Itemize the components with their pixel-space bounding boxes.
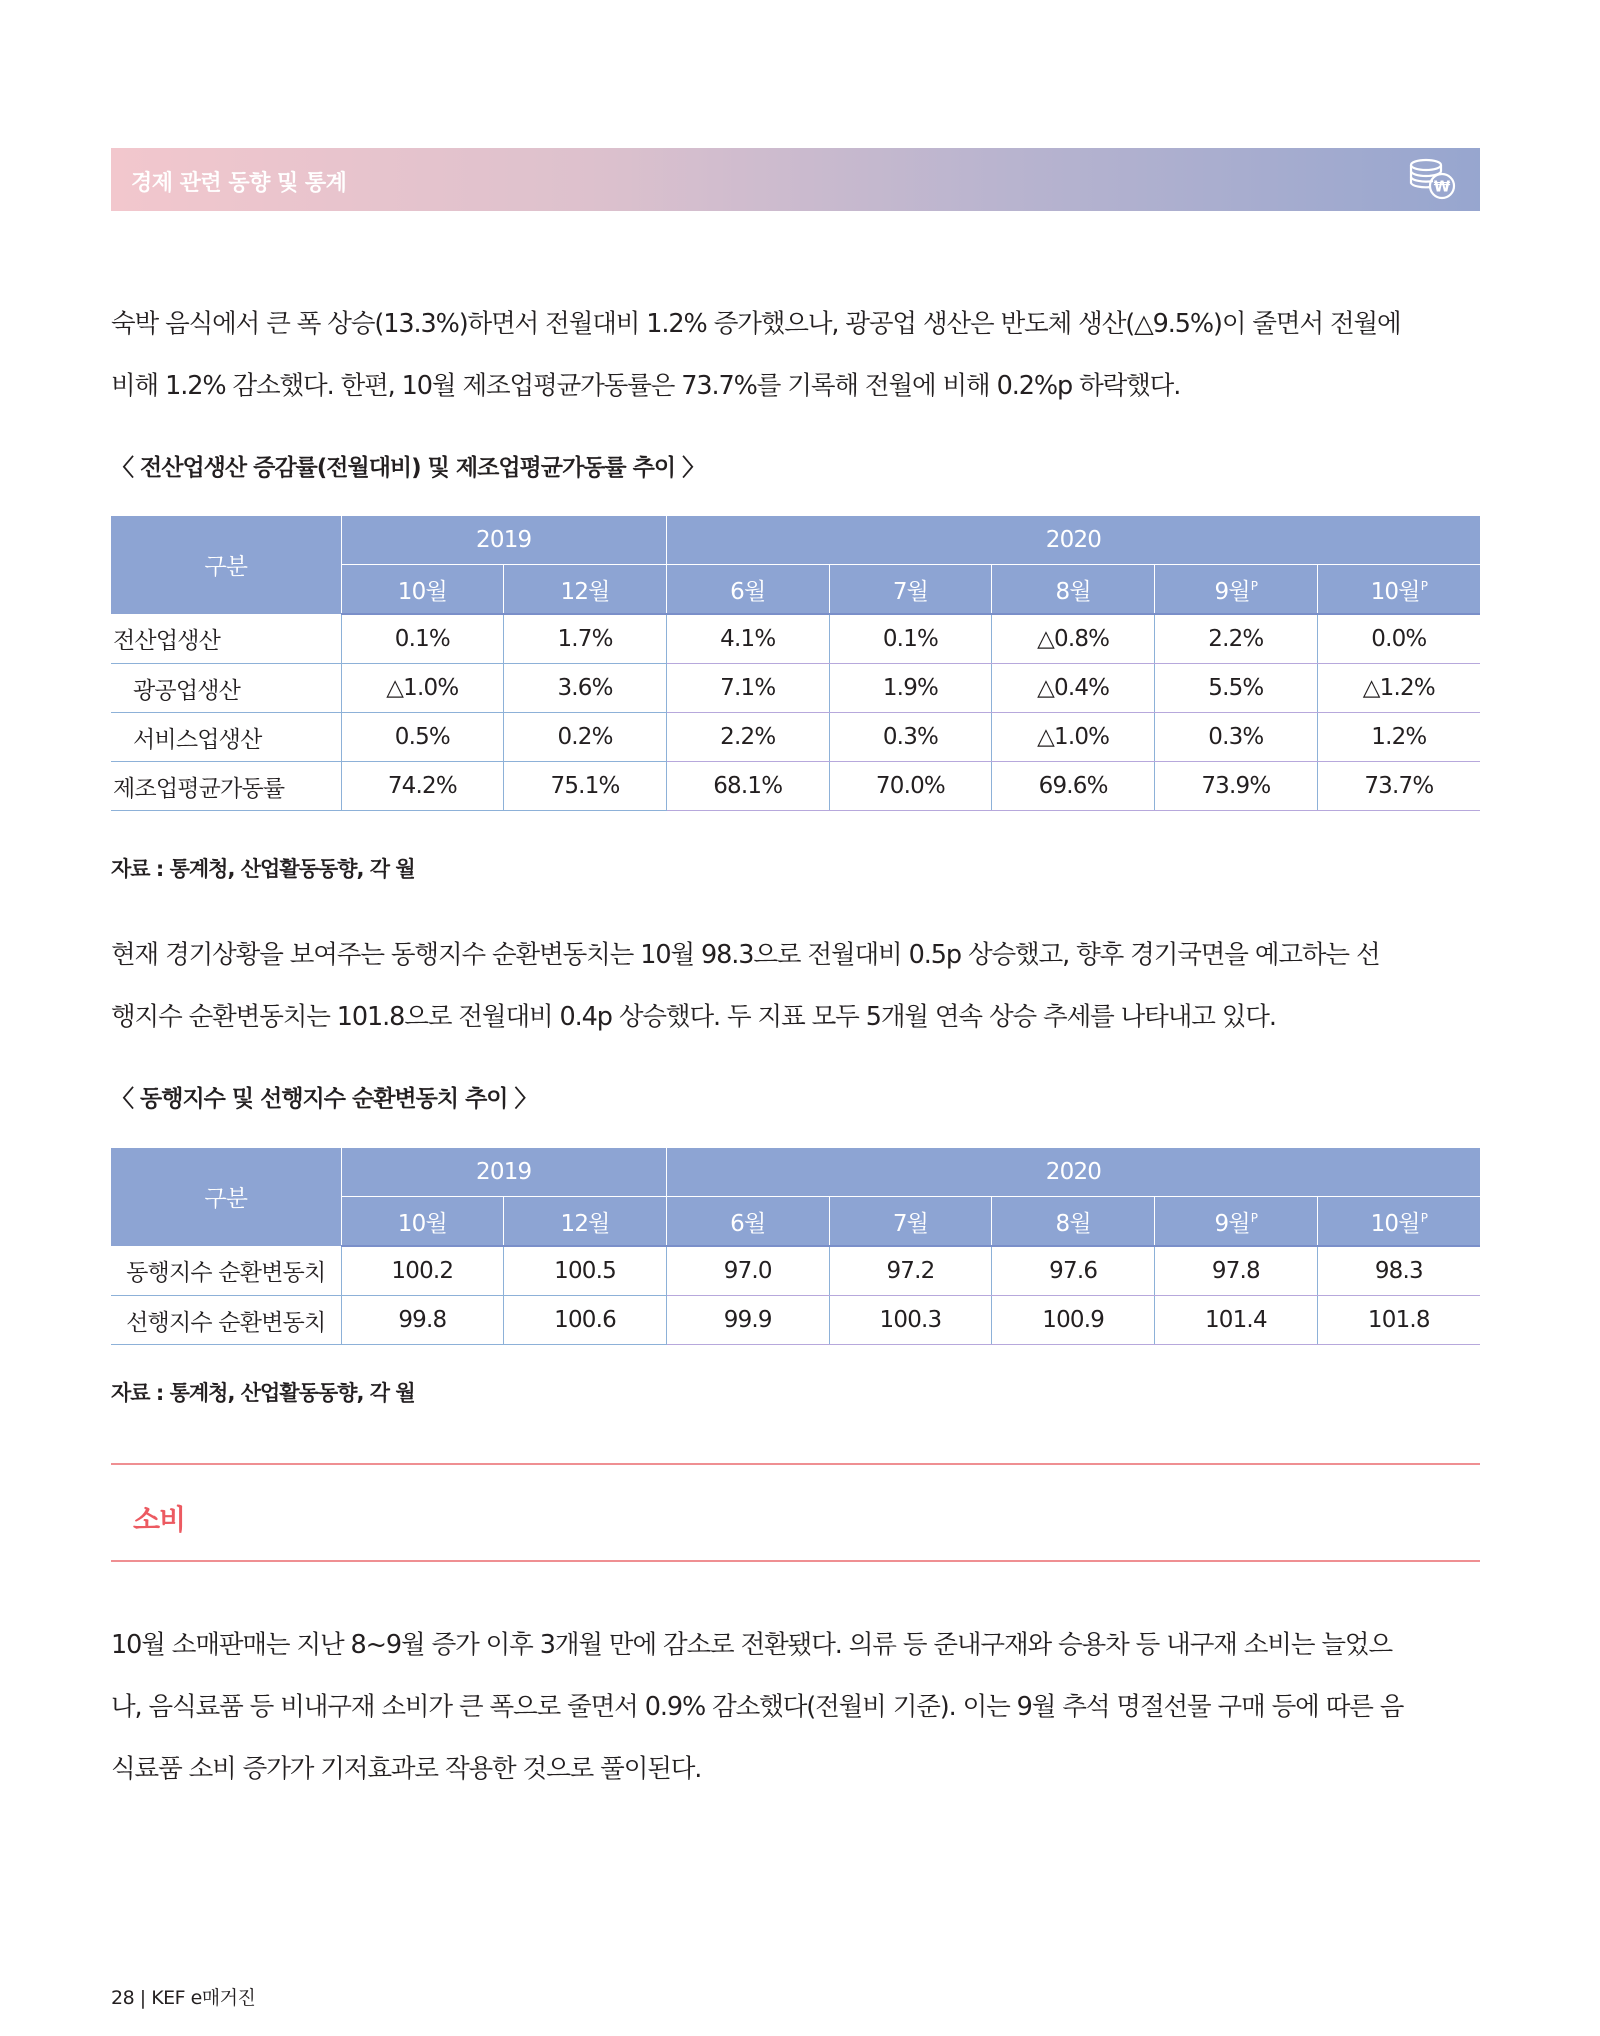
section-header-bar	[111, 148, 1480, 211]
table-cell: 97.2	[829, 1246, 992, 1296]
row-label: 서비스업생산	[111, 713, 341, 762]
table1-month-header: 10월$^P$	[1317, 565, 1480, 615]
section-title: 소비	[133, 1503, 186, 1536]
table-cell: △0.4%	[992, 664, 1155, 713]
row-label: 동행지수 순환변동치	[111, 1246, 341, 1296]
table2-year-header: 2019	[341, 1148, 666, 1197]
table2-year-header: 2020	[666, 1148, 1480, 1197]
table-cell: 70.0%	[829, 762, 992, 811]
table-cell: 74.2%	[341, 762, 504, 811]
table2-month-header: 9월$^P$	[1155, 1197, 1318, 1247]
table2-month-header: 12월	[504, 1197, 667, 1247]
leading-index-paragraph	[111, 924, 1480, 1048]
row-label: 광공업생산	[111, 664, 341, 713]
table1-corner-header: 구분	[111, 516, 341, 614]
paragraph-line: 10월 소매판매는 지난 8~9월 증가 이후 3개월 만에 감소로 전환됐다. 의류 등 준내구재와 승용차 등 내구재 소비는 늘었으	[111, 1630, 1392, 1660]
table2-month-header: 7월	[829, 1197, 992, 1247]
section-divider-bottom	[111, 1560, 1480, 1562]
table1-month-header: 9월$^P$	[1155, 565, 1318, 615]
table1-month-header: 8월	[992, 565, 1155, 615]
table-cell: △1.0%	[341, 664, 504, 713]
table2-corner-header: 구분	[111, 1148, 341, 1246]
row-label: 선행지수 순환변동치	[111, 1296, 341, 1345]
table-cell: 0.3%	[1155, 713, 1318, 762]
table-cell: △1.2%	[1317, 664, 1480, 713]
table-cell: 0.2%	[504, 713, 667, 762]
consumption-paragraph	[111, 1614, 1480, 1800]
table2-source: 자료 : 통계청, 산업활동동향, 각 월	[111, 1381, 415, 1405]
table-cell: 97.0	[666, 1246, 829, 1296]
intro-line: 비해 1.2% 감소했다. 한편, 10월 제조업평균가동률은 73.7%를 기록해 전월에 비해 0.2%p 하락했다.	[111, 371, 1181, 401]
table-cell: 4.1%	[666, 614, 829, 664]
composite-index-table	[111, 1148, 1480, 1345]
table-cell: 1.2%	[1317, 713, 1480, 762]
row-label: 제조업평균가동률	[111, 762, 341, 811]
table-cell: 73.9%	[1155, 762, 1318, 811]
table-cell: 99.8	[341, 1296, 504, 1345]
table1-month-header: 12월	[504, 565, 667, 615]
paragraph-line: 현재 경기상황을 보여주는 동행지수 순환변동치는 10월 98.3으로 전월대비 0.5p 상승했고, 향후 경기국면을 예고하는 선	[111, 940, 1380, 970]
paragraph-line: 행지수 순환변동치는 101.8으로 전월대비 0.4p 상승했다. 두 지표 모두 5개월 연속 상승 추세를 나타내고 있다.	[111, 1002, 1276, 1032]
preliminary-mark: P	[1420, 578, 1428, 593]
table1-year-header: 2019	[341, 516, 666, 565]
coin-won-icon	[1406, 156, 1458, 202]
table-cell: 5.5%	[1155, 664, 1318, 713]
table-row	[111, 1296, 1480, 1345]
table-cell: 0.0%	[1317, 614, 1480, 664]
table-row	[111, 1246, 1480, 1296]
row-label: 전산업생산	[111, 614, 341, 664]
preliminary-mark: P	[1250, 1210, 1258, 1225]
table2-month-header: 10월	[341, 1197, 504, 1247]
table2-month-header: 6월	[666, 1197, 829, 1247]
intro-line: 숙박 음식에서 큰 폭 상승(13.3%)하면서 전월대비 1.2% 증가했으나, 광공업 생산은 반도체 생산(△9.5%)이 줄면서 전월에	[111, 309, 1401, 339]
table-row	[111, 614, 1480, 664]
table-cell: 75.1%	[504, 762, 667, 811]
table-cell: △1.0%	[992, 713, 1155, 762]
header-title: 경제 관련 동향 및 통계	[131, 171, 347, 196]
table2-month-header: 8월	[992, 1197, 1155, 1247]
table1-year-header: 2020	[666, 516, 1480, 565]
table-cell: 97.6	[992, 1246, 1155, 1296]
table-cell: 0.3%	[829, 713, 992, 762]
table-cell: 98.3	[1317, 1246, 1480, 1296]
table-cell: 1.9%	[829, 664, 992, 713]
table-cell: 0.1%	[341, 614, 504, 664]
footer-separator: |	[139, 1987, 146, 2009]
table-cell: 97.8	[1155, 1246, 1318, 1296]
paragraph-line: 식료품 소비 증가가 기저효과로 작용한 것으로 풀이된다.	[111, 1754, 702, 1784]
table-cell: 100.6	[504, 1296, 667, 1345]
table-cell: 2.2%	[666, 713, 829, 762]
intro-paragraph	[111, 293, 1480, 417]
table1-caption: 〈 전산업생산 증감률(전월대비) 및 제조업평균가동률 추이 〉	[111, 455, 705, 481]
table-cell: 73.7%	[1317, 762, 1480, 811]
table1-month-header: 6월	[666, 565, 829, 615]
table-cell: 99.9	[666, 1296, 829, 1345]
page-number: 28	[111, 1987, 135, 2009]
preliminary-mark: P	[1420, 1210, 1428, 1225]
table-row	[111, 713, 1480, 762]
table-cell: △0.8%	[992, 614, 1155, 664]
paragraph-line: 나, 음식료품 등 비내구재 소비가 큰 폭으로 줄면서 0.9% 감소했다(전월비 기준). 이는 9월 추석 명절선물 구매 등에 따른 음	[111, 1692, 1404, 1722]
table2-month-header: 10월$^P$	[1317, 1197, 1480, 1247]
table-cell: 0.1%	[829, 614, 992, 664]
table1-month-header: 7월	[829, 565, 992, 615]
table-row	[111, 664, 1480, 713]
preliminary-mark: P	[1250, 578, 1258, 593]
section-divider-top	[111, 1463, 1480, 1465]
table-cell: 100.5	[504, 1246, 667, 1296]
table-row	[111, 762, 1480, 811]
table-cell: 0.5%	[341, 713, 504, 762]
table-cell: 101.4	[1155, 1296, 1318, 1345]
table2-caption: 〈 동행지수 및 선행지수 순환변동치 추이 〉	[111, 1086, 537, 1112]
svg-text:₩: ₩	[1433, 177, 1451, 196]
table-cell: 1.7%	[504, 614, 667, 664]
table-cell: 7.1%	[666, 664, 829, 713]
table-cell: 69.6%	[992, 762, 1155, 811]
table-cell: 101.8	[1317, 1296, 1480, 1345]
table-cell: 2.2%	[1155, 614, 1318, 664]
table-cell: 3.6%	[504, 664, 667, 713]
table-cell: 100.9	[992, 1296, 1155, 1345]
page-footer	[111, 1983, 255, 2010]
table-cell: 68.1%	[666, 762, 829, 811]
magazine-name: KEF e매거진	[151, 1987, 256, 2009]
table1-month-header: 10월	[341, 565, 504, 615]
table-cell: 100.2	[341, 1246, 504, 1296]
industrial-production-table	[111, 516, 1480, 811]
table-cell: 100.3	[829, 1296, 992, 1345]
table1-source: 자료 : 통계청, 산업활동동향, 각 월	[111, 857, 415, 881]
